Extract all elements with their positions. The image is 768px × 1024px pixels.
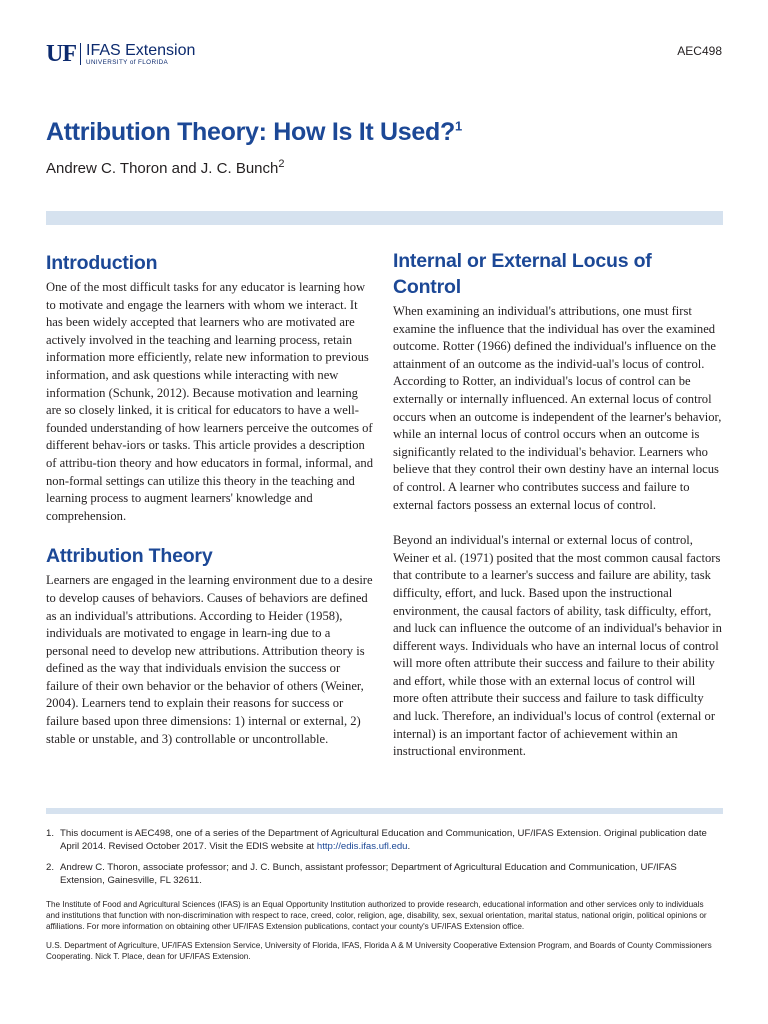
- left-column: [46, 250, 376, 748]
- header-divider-band: [46, 211, 723, 225]
- locus-of-control-paragraph-2: Beyond an individual's internal or external locus of control, Weiner et al. (1971) posited that the most common causal factors that contribute to a learner's success and failure are ability, task difficulty, effort, and luck. Based upon the instructional environment, the causal factors of ability, task difficulty, effort, and luck can influence the outcome of an individual's behavior in different ways. Individuals who have an internal locus of control will more often attribute their success and failure to their ability and effort, while those with an external locus of control will more often attribute their success and failure to task difficulty and luck. Therefore, an individual's locus of control (external or internal) is an important factor of achievement within an instructional environment.: [393, 533, 722, 759]
- cooperating-agencies-statement: U.S. Department of Agriculture, UF/IFAS Extension Service, University of Florida, IFAS, Florida A & M University Cooperative Extension Program, and Boards of County Commissioners Cooperating. Nick T. Place, dean for UF/IFAS Extension.: [46, 941, 712, 962]
- footnote-1-text: This document is AEC498, one of a series of the Department of Agricultural Education and Communication, UF/IFAS Extension. Original publication date April 2014. Revised October 2017. Visit the EDIS website at: [60, 828, 707, 852]
- footnote-2: [46, 862, 718, 887]
- attribution-theory-heading: Attribution Theory: [46, 545, 213, 568]
- footnote-divider: [46, 808, 723, 814]
- footnote-number: 2.: [46, 862, 55, 874]
- footnote-number: 1.: [46, 828, 55, 839]
- footnote-1-end: .: [407, 840, 411, 852]
- document-code: AEC498: [677, 44, 722, 58]
- page-title: [46, 118, 462, 147]
- ifas-extension-logo: [46, 42, 195, 67]
- uf-logo-mark: UF: [46, 41, 76, 67]
- logo-wordmark: [86, 42, 195, 67]
- locus-of-control-paragraph-1: When examining an individual's attributions, one must first examine the influence that the individual has over the examined outcome. Rotter (1966) defined the individual's influence on the attainment of an outcome as the individ-ual's locus of control. According to Rotter, an individual's locus of control can be externally or internally influenced. An external locus of control occurs when an outcome is independent of the learner's behavior, while an internal locus of control occurs when an outcome is significantly related to the individual's behavior. Learners who believe that they control their own destiny have an internal locus of control. A learner who contributes success and failure to external factors possess an external locus of control.: [393, 304, 722, 512]
- locus-of-control-heading: Internal or External Locus of Control: [393, 250, 652, 298]
- footnote-2-text: Andrew C. Thoron, associate professor; and J. C. Bunch, assistant professor; Department of Agricultural Education and Communication, UF/IFAS Extension, Gainesville, FL 32611.: [60, 862, 677, 886]
- equal-opportunity-statement: The Institute of Food and Agricultural Sciences (IFAS) is an Equal Opportunity Institution authorized to provide research, educational information and other services only to individuals and institutions that function with non-discrimination with respect to race, creed, color, religion, age, disability, sex, sexual orientation, marital status, national origin, political opinions or affiliations. For more information on obtaining other UF/IFAS Extension publications, contact your county's UF/IFAS Extension office.: [46, 900, 707, 932]
- logo-main-text: IFAS Extension: [86, 42, 196, 59]
- section-gap: [46, 525, 376, 543]
- fine-print: [46, 899, 718, 962]
- authors-footnote-ref[interactable]: 2: [278, 158, 285, 170]
- attribution-theory-paragraph: Learners are engaged in the learning environment due to a desire to develop causes of behaviors. Causes of behaviors are defined as an individual's attributions. According to Heider (1958), individuals are motivated to engage in learn-ing due to a personal need to develop new attributions. Attribution theory is defined as the way that individuals envision the success or failure of their own behavior or the behavior of others (Weiner, 2004). Learners tend to explain their reasons for success or failure based upon three dimensions: 1) internal or external, 2) stable or unstable, and 3) controllable or uncontrollable.: [46, 573, 373, 746]
- title-text: Attribution Theory: How Is It Used?: [46, 118, 455, 146]
- footnote-1: [46, 828, 718, 853]
- authors-text: Andrew C. Thoron and J. C. Bunch: [46, 160, 279, 177]
- logo-divider: [80, 43, 81, 65]
- footnotes: [46, 828, 718, 970]
- right-column: [393, 248, 723, 761]
- footnote-text: [60, 828, 718, 853]
- introduction-heading: Introduction: [46, 252, 158, 274]
- authors: [46, 160, 284, 177]
- paragraph-gap: [393, 514, 723, 532]
- edis-website-link[interactable]: http://edis.ifas.ufl.edu: [316, 840, 408, 852]
- title-footnote-ref[interactable]: 1: [454, 118, 462, 134]
- logo-sub-text: UNIVERSITY of FLORIDA: [86, 59, 169, 66]
- introduction-paragraph: One of the most difficult tasks for any educator is learning how to motivate and engage the learners with whom we interact. It has been widely accepted that learners who are motivated are actively involved in the teaching and learning process, retain information more efficiently, relate new information to previous information, and ask questions while interacting with new information (Schunk, 2012). Because motivation and learning are so closely linked, it is critical for educators to have a well-founded understanding of how learners perceive the outcomes of different behav-iors or tasks. This article provides a description of attribu-tion theory and how educators in formal, informal, and non-formal settings can utilize this theory in the teaching and learning process to augment learners' knowledge and comprehension.: [46, 280, 373, 523]
